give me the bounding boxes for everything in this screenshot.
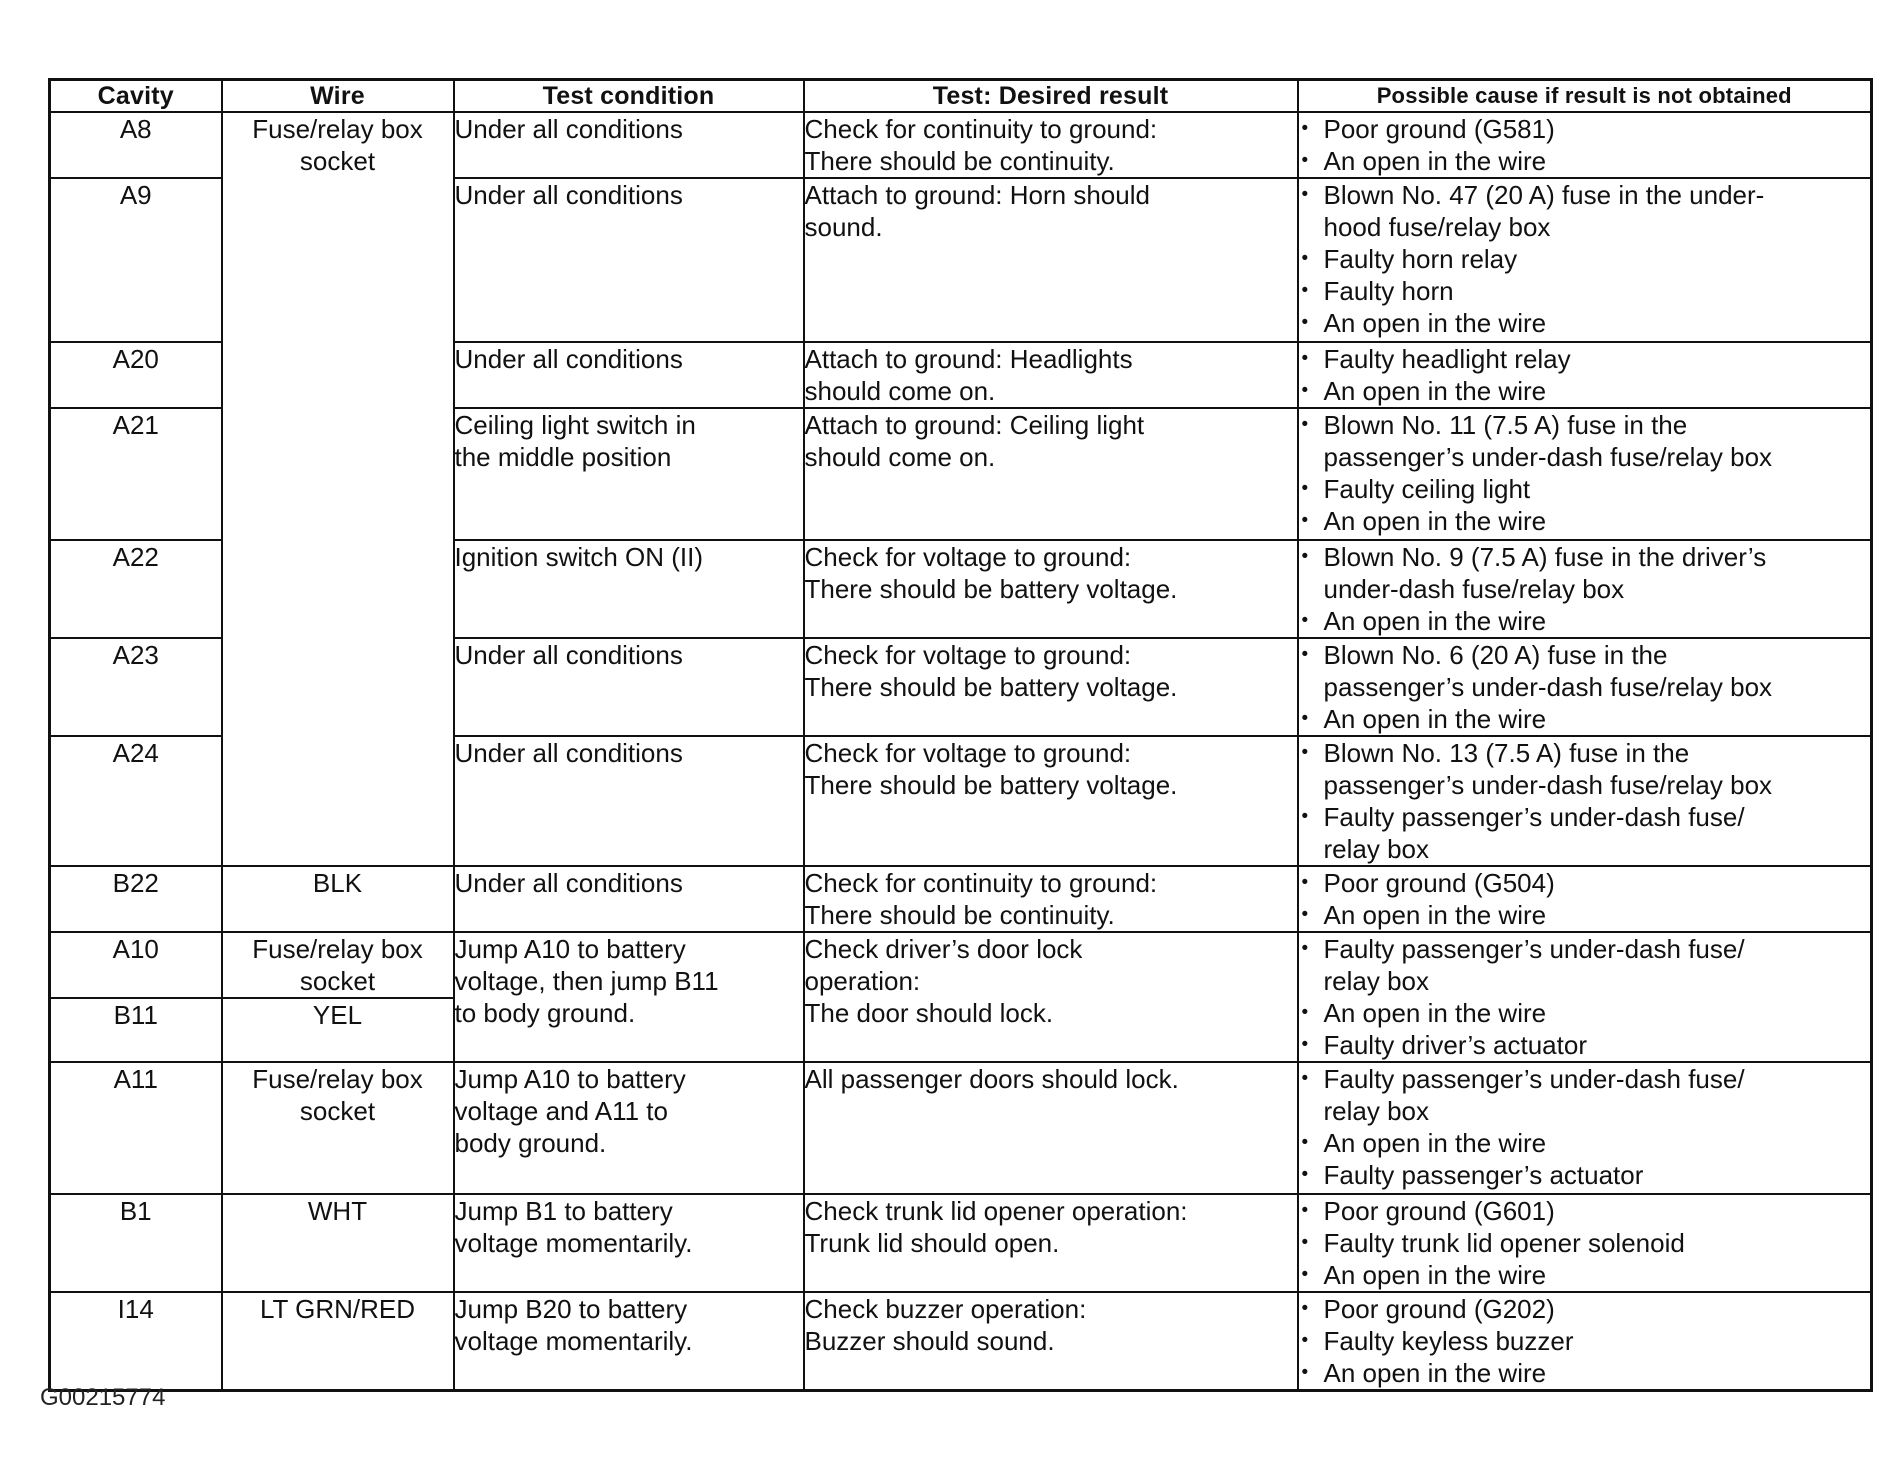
wire-cell xyxy=(222,1292,454,1391)
cell-text-line: voltage, then jump B11 xyxy=(454,966,719,996)
cell-text-line: Attach to ground: Ceiling light xyxy=(804,410,1145,440)
cause-list-item xyxy=(1299,1259,1871,1291)
cell-text-line: • Blown No. 9 (7.5 A) fuse in the driver’s xyxy=(1323,542,1767,572)
test-condition-cell xyxy=(454,638,804,736)
connector-test-table-sheet xyxy=(48,78,1870,1392)
cell-text-line: • An open in the wire xyxy=(1323,704,1547,734)
cell-text-line: operation: xyxy=(804,966,921,996)
cause-list-item xyxy=(1299,275,1871,307)
cause-list-item xyxy=(1299,1293,1871,1325)
cell-text-line: relay box xyxy=(1323,966,1429,996)
cell-text-line: • An open in the wire xyxy=(1323,998,1547,1028)
cell-text-line: hood fuse/relay box xyxy=(1323,212,1551,242)
cavity-cell: A23 xyxy=(50,638,222,736)
desired-result-cell xyxy=(804,408,1298,540)
table-row xyxy=(50,1292,1872,1391)
cell-text-line: • An open in the wire xyxy=(1323,308,1547,338)
test-condition-cell xyxy=(454,1062,804,1194)
cell-text-line: Fuse/relay box xyxy=(252,114,423,144)
cavity-cell: A20 xyxy=(50,342,222,408)
cell-text-line: • An open in the wire xyxy=(1323,506,1547,536)
cell-text-line: Under all conditions xyxy=(454,344,683,374)
possible-cause-cell xyxy=(1298,342,1872,408)
cause-list-item xyxy=(1299,145,1871,177)
cause-list-item xyxy=(1299,243,1871,275)
cell-text-line: Under all conditions xyxy=(454,868,683,898)
cell-text-line: Jump A10 to battery xyxy=(454,1064,686,1094)
desired-result-cell xyxy=(804,638,1298,736)
wire-cell xyxy=(222,998,454,1062)
cell-text-line: • Faulty passenger’s actuator xyxy=(1323,1160,1644,1190)
cell-text-line: Attach to ground: Horn should xyxy=(804,180,1150,210)
cell-text-line: Attach to ground: Headlights xyxy=(804,344,1133,374)
cell-text-line: relay box xyxy=(1323,834,1429,864)
cause-list-item xyxy=(1299,605,1871,637)
cell-text-line: • Faulty passenger’s under-dash fuse/ xyxy=(1323,934,1745,964)
table-row xyxy=(50,112,1872,178)
cell-text-line: Check for voltage to ground: xyxy=(804,738,1132,768)
desired-result-cell xyxy=(804,342,1298,408)
cell-text-line: should come on. xyxy=(804,376,996,406)
possible-cause-cell xyxy=(1298,408,1872,540)
cell-text-line: • An open in the wire xyxy=(1323,146,1547,176)
cell-text-line: • Faulty ceiling light xyxy=(1323,474,1531,504)
cause-list-item xyxy=(1299,375,1871,407)
cell-text-line: should come on. xyxy=(804,442,996,472)
cell-text-line: • An open in the wire xyxy=(1323,1260,1547,1290)
cell-text-line: • Poor ground (G504) xyxy=(1323,868,1555,898)
cause-list-item xyxy=(1299,801,1871,865)
cavity-cell: A9 xyxy=(50,178,222,342)
possible-cause-cell xyxy=(1298,178,1872,342)
cause-list xyxy=(1299,639,1871,735)
cause-list xyxy=(1299,933,1871,1061)
cause-list-item xyxy=(1299,473,1871,505)
cell-text-line: under-dash fuse/relay box xyxy=(1323,574,1625,604)
cause-list xyxy=(1299,1063,1871,1191)
cause-list-item xyxy=(1299,1063,1871,1127)
cell-text-line: Check driver’s door lock xyxy=(804,934,1083,964)
possible-cause-cell xyxy=(1298,866,1872,932)
cell-text-line: Ignition switch ON (II) xyxy=(454,542,704,572)
possible-cause-cell xyxy=(1298,112,1872,178)
cause-list-item xyxy=(1299,737,1871,801)
test-condition-cell xyxy=(454,408,804,540)
cause-list xyxy=(1299,113,1871,177)
possible-cause-cell xyxy=(1298,638,1872,736)
cell-text-line: body ground. xyxy=(454,1128,607,1158)
cell-text-line: • Faulty passenger’s under-dash fuse/ xyxy=(1323,1064,1745,1094)
cell-text-line: Buzzer should sound. xyxy=(804,1326,1055,1356)
cell-text-line: Under all conditions xyxy=(454,640,683,670)
possible-cause-cell xyxy=(1298,736,1872,866)
cause-list-item xyxy=(1299,343,1871,375)
cell-text-line: There should be continuity. xyxy=(804,900,1115,930)
cause-list xyxy=(1299,343,1871,407)
cell-text-line: There should be battery voltage. xyxy=(804,672,1178,702)
table-row xyxy=(50,1062,1872,1194)
cell-text-line: WHT xyxy=(307,1196,368,1226)
header-wire: Wire xyxy=(222,80,454,113)
cell-text-line: • An open in the wire xyxy=(1323,606,1547,636)
cell-text-line: • Blown No. 47 (20 A) fuse in the under- xyxy=(1323,180,1765,210)
cause-list-item xyxy=(1299,1029,1871,1061)
cavity-cell: A8 xyxy=(50,112,222,178)
test-condition-cell xyxy=(454,1194,804,1292)
cause-list-item xyxy=(1299,409,1871,473)
cell-text-line: Check buzzer operation: xyxy=(804,1294,1087,1324)
cell-text-line: Under all conditions xyxy=(454,114,683,144)
cavity-cell: A22 xyxy=(50,540,222,638)
cell-text-line: • Poor ground (G202) xyxy=(1323,1294,1555,1324)
cell-text-line: relay box xyxy=(1323,1096,1429,1126)
test-condition-cell xyxy=(454,342,804,408)
cause-list xyxy=(1299,1293,1871,1389)
cavity-cell: I14 xyxy=(50,1292,222,1391)
cavity-cell: B11 xyxy=(50,998,222,1062)
cell-text-line: socket xyxy=(299,1096,376,1126)
header-cavity: Cavity xyxy=(50,80,222,113)
cell-text-line: • Faulty keyless buzzer xyxy=(1323,1326,1574,1356)
cell-text-line: Check trunk lid opener operation: xyxy=(804,1196,1188,1226)
connector-test-table xyxy=(48,78,1873,1392)
test-condition-cell xyxy=(454,736,804,866)
cell-text-line: voltage momentarily. xyxy=(454,1326,693,1356)
cell-text-line: passenger’s under-dash fuse/relay box xyxy=(1323,770,1773,800)
cause-list-item xyxy=(1299,307,1871,339)
cell-text-line: LT GRN/RED xyxy=(259,1294,416,1324)
table-header-row xyxy=(50,80,1872,113)
cause-list xyxy=(1299,179,1871,339)
cause-list xyxy=(1299,867,1871,931)
cell-text-line: • Poor ground (G581) xyxy=(1323,114,1555,144)
cell-text-line: Ceiling light switch in xyxy=(454,410,696,440)
cell-text-line: passenger’s under-dash fuse/relay box xyxy=(1323,672,1773,702)
desired-result-cell xyxy=(804,866,1298,932)
desired-result-cell xyxy=(804,112,1298,178)
cell-text-line: sound. xyxy=(804,212,883,242)
figure-id: G00215774 xyxy=(40,1384,166,1411)
possible-cause-cell xyxy=(1298,932,1872,1062)
test-condition-cell xyxy=(454,178,804,342)
cause-list-item xyxy=(1299,1127,1871,1159)
cell-text-line: There should be battery voltage. xyxy=(804,574,1178,604)
cause-list xyxy=(1299,1195,1871,1291)
cell-text-line: Fuse/relay box xyxy=(252,1064,423,1094)
cause-list-item xyxy=(1299,933,1871,997)
cell-text-line: • Faulty driver’s actuator xyxy=(1323,1030,1587,1060)
cell-text-line: • Poor ground (G601) xyxy=(1323,1196,1555,1226)
wire-cell xyxy=(222,112,454,866)
cell-text-line: Jump B1 to battery xyxy=(454,1196,673,1226)
header-desired-result: Test: Desired result xyxy=(804,80,1298,113)
cell-text-line: Under all conditions xyxy=(454,738,683,768)
cell-text-line: • Blown No. 6 (20 A) fuse in the xyxy=(1323,640,1668,670)
possible-cause-cell xyxy=(1298,1292,1872,1391)
desired-result-cell xyxy=(804,1062,1298,1194)
cell-text-line: There should be battery voltage. xyxy=(804,770,1178,800)
cell-text-line: Trunk lid should open. xyxy=(804,1228,1060,1258)
cell-text-line: Under all conditions xyxy=(454,180,683,210)
cell-text-line: BLK xyxy=(312,868,363,898)
cause-list xyxy=(1299,409,1871,537)
cause-list xyxy=(1299,541,1871,637)
possible-cause-cell xyxy=(1298,1062,1872,1194)
cell-text-line: Jump A10 to battery xyxy=(454,934,686,964)
cell-text-line: • An open in the wire xyxy=(1323,1358,1547,1388)
cell-text-line: YEL xyxy=(312,1000,363,1030)
cell-text-line: Check for voltage to ground: xyxy=(804,640,1132,670)
cavity-cell: A10 xyxy=(50,932,222,998)
cause-list-item xyxy=(1299,639,1871,703)
cause-list-item xyxy=(1299,179,1871,243)
wire-cell xyxy=(222,866,454,932)
cause-list-item xyxy=(1299,997,1871,1029)
cause-list-item xyxy=(1299,899,1871,931)
cell-text-line: Jump B20 to battery xyxy=(454,1294,688,1324)
desired-result-cell xyxy=(804,1292,1298,1391)
cell-text-line: • Faulty headlight relay xyxy=(1323,344,1571,374)
wire-cell xyxy=(222,1062,454,1194)
test-condition-cell xyxy=(454,1292,804,1391)
test-condition-cell xyxy=(454,112,804,178)
cell-text-line: Check for continuity to ground: xyxy=(804,868,1158,898)
cause-list-item xyxy=(1299,113,1871,145)
cause-list-item xyxy=(1299,1357,1871,1389)
cell-text-line: • Faulty trunk lid opener solenoid xyxy=(1323,1228,1685,1258)
cell-text-line: • An open in the wire xyxy=(1323,376,1547,406)
cell-text-line: the middle position xyxy=(454,442,672,472)
cell-text-line: to body ground. xyxy=(454,998,636,1028)
cause-list-item xyxy=(1299,541,1871,605)
cause-list-item xyxy=(1299,1325,1871,1357)
cavity-cell: A24 xyxy=(50,736,222,866)
cause-list-item xyxy=(1299,1195,1871,1227)
desired-result-cell xyxy=(804,540,1298,638)
cause-list-item xyxy=(1299,1159,1871,1191)
cause-list-item xyxy=(1299,505,1871,537)
cause-list xyxy=(1299,737,1871,865)
table-row xyxy=(50,866,1872,932)
cell-text-line: Fuse/relay box xyxy=(252,934,423,964)
desired-result-cell xyxy=(804,1194,1298,1292)
desired-result-cell xyxy=(804,736,1298,866)
table-row xyxy=(50,1194,1872,1292)
table-row xyxy=(50,932,1872,998)
cause-list-item xyxy=(1299,703,1871,735)
wire-cell xyxy=(222,932,454,998)
cell-text-line: • Blown No. 11 (7.5 A) fuse in the xyxy=(1323,410,1688,440)
cavity-cell: A21 xyxy=(50,408,222,540)
cell-text-line: socket xyxy=(299,146,376,176)
cause-list-item xyxy=(1299,867,1871,899)
header-possible-cause: Possible cause if result is not obtained xyxy=(1298,80,1872,113)
cell-text-line: passenger’s under-dash fuse/relay box xyxy=(1323,442,1773,472)
possible-cause-cell xyxy=(1298,1194,1872,1292)
cavity-cell: B22 xyxy=(50,866,222,932)
cell-text-line: All passenger doors should lock. xyxy=(804,1064,1179,1094)
cell-text-line: voltage momentarily. xyxy=(454,1228,693,1258)
cell-text-line: • Blown No. 13 (7.5 A) fuse in the xyxy=(1323,738,1690,768)
cell-text-line: voltage and A11 to xyxy=(454,1096,668,1126)
cell-text-line: The door should lock. xyxy=(804,998,1054,1028)
test-condition-cell xyxy=(454,932,804,1062)
test-condition-cell xyxy=(454,540,804,638)
cell-text-line: • An open in the wire xyxy=(1323,900,1547,930)
cell-text-line: Check for voltage to ground: xyxy=(804,542,1132,572)
header-test-condition: Test condition xyxy=(454,80,804,113)
cell-text-line: There should be continuity. xyxy=(804,146,1115,176)
cavity-cell: A11 xyxy=(50,1062,222,1194)
cell-text-line: Check for continuity to ground: xyxy=(804,114,1158,144)
cell-text-line: socket xyxy=(299,966,376,996)
cell-text-line: • An open in the wire xyxy=(1323,1128,1547,1158)
desired-result-cell xyxy=(804,178,1298,342)
desired-result-cell xyxy=(804,932,1298,1062)
cell-text-line: • Faulty horn relay xyxy=(1323,244,1518,274)
cause-list-item xyxy=(1299,1227,1871,1259)
cavity-cell: B1 xyxy=(50,1194,222,1292)
test-condition-cell xyxy=(454,866,804,932)
cell-text-line: • Faulty horn xyxy=(1323,276,1454,306)
possible-cause-cell xyxy=(1298,540,1872,638)
wire-cell xyxy=(222,1194,454,1292)
cell-text-line: • Faulty passenger’s under-dash fuse/ xyxy=(1323,802,1745,832)
